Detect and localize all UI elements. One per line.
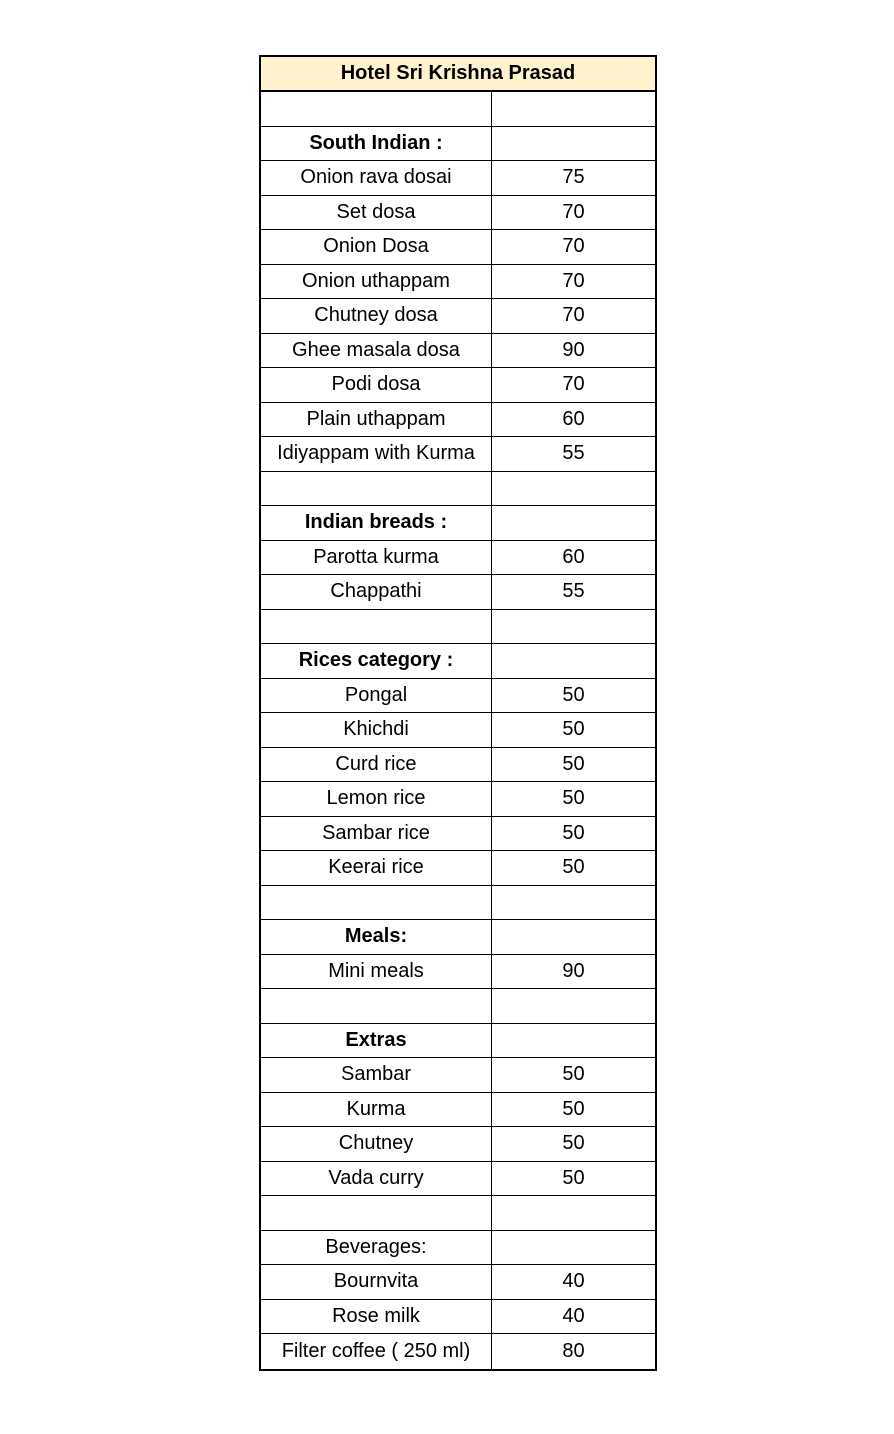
item-price: 70 — [562, 373, 585, 396]
item-name: Ghee masala dosa — [261, 334, 492, 368]
item-name: Mini meals — [261, 955, 492, 989]
menu-title: Hotel Sri Krishna Prasad — [261, 57, 655, 92]
item-name: Rose milk — [261, 1300, 492, 1334]
menu-item-row — [261, 713, 655, 748]
menu-item-row — [261, 265, 655, 300]
item-name: Keerai rice — [261, 851, 492, 885]
menu-item-row — [261, 541, 655, 576]
category-row — [261, 506, 655, 541]
item-price — [492, 920, 655, 954]
item-price: 40 — [562, 1304, 585, 1327]
menu-item-row — [261, 403, 655, 438]
item-price: 50 — [562, 1166, 585, 1189]
menu-item-row — [261, 1300, 655, 1335]
menu-table — [259, 55, 657, 1371]
item-name: Podi dosa — [261, 368, 492, 402]
item-price: 75 — [562, 166, 585, 189]
item-name — [261, 92, 492, 126]
item-name: Chappathi — [261, 575, 492, 609]
item-name: Pongal — [261, 679, 492, 713]
item-price — [492, 92, 655, 126]
item-name: Onion rava dosai — [261, 161, 492, 195]
menu-item-row — [261, 1334, 655, 1369]
category-row — [261, 1024, 655, 1059]
item-price — [492, 644, 655, 678]
item-name — [261, 1196, 492, 1230]
item-name: Chutney dosa — [261, 299, 492, 333]
item-price: 60 — [562, 545, 585, 568]
item-price: 55 — [562, 442, 585, 465]
menu-item-row — [261, 334, 655, 369]
category-row — [261, 127, 655, 162]
menu-item-row — [261, 1093, 655, 1128]
item-price: 50 — [562, 1063, 585, 1086]
menu-item-row — [261, 1058, 655, 1093]
item-price: 50 — [562, 683, 585, 706]
item-price: 70 — [562, 200, 585, 223]
menu-item-row — [261, 851, 655, 886]
item-name: Chutney — [261, 1127, 492, 1161]
item-name: Onion uthappam — [261, 265, 492, 299]
item-price: 50 — [562, 821, 585, 844]
blank-row — [261, 92, 655, 127]
item-price: 50 — [562, 718, 585, 741]
item-name: Onion Dosa — [261, 230, 492, 264]
item-name: Plain uthappam — [261, 403, 492, 437]
item-name: Sambar — [261, 1058, 492, 1092]
item-price: 40 — [562, 1270, 585, 1293]
item-price: 90 — [562, 338, 585, 361]
item-name: Parotta kurma — [261, 541, 492, 575]
item-price — [492, 610, 655, 644]
item-price: 60 — [562, 407, 585, 430]
menu-item-row — [261, 955, 655, 990]
item-price: 80 — [562, 1339, 585, 1362]
blank-row — [261, 886, 655, 921]
item-price: 70 — [562, 235, 585, 258]
item-price: 90 — [562, 959, 585, 982]
item-name: Filter coffee ( 250 ml) — [261, 1334, 492, 1369]
item-price — [492, 1024, 655, 1058]
menu-item-row — [261, 817, 655, 852]
blank-row — [261, 472, 655, 507]
item-name — [261, 610, 492, 644]
menu-rows — [261, 92, 655, 1369]
item-price — [492, 472, 655, 506]
category-row — [261, 644, 655, 679]
menu-item-row — [261, 437, 655, 472]
menu-item-row — [261, 1265, 655, 1300]
item-name: Khichdi — [261, 713, 492, 747]
menu-item-row — [261, 679, 655, 714]
menu-item-row — [261, 1127, 655, 1162]
menu-item-row — [261, 575, 655, 610]
blank-row — [261, 989, 655, 1024]
item-name — [261, 989, 492, 1023]
blank-row — [261, 1196, 655, 1231]
menu-item-row — [261, 1231, 655, 1266]
category-name: Meals: — [261, 920, 492, 954]
category-name: Indian breads : — [261, 506, 492, 540]
blank-row — [261, 610, 655, 645]
item-price: 50 — [562, 856, 585, 879]
item-price: 50 — [562, 752, 585, 775]
category-name: Extras — [261, 1024, 492, 1058]
item-name — [261, 472, 492, 506]
menu-item-row — [261, 368, 655, 403]
item-price — [492, 127, 655, 161]
item-price: 50 — [562, 1097, 585, 1120]
item-price: 70 — [562, 269, 585, 292]
menu-item-row — [261, 230, 655, 265]
menu-item-row — [261, 1162, 655, 1197]
item-name: Vada curry — [261, 1162, 492, 1196]
item-price — [492, 989, 655, 1023]
item-name: Sambar rice — [261, 817, 492, 851]
menu-item-row — [261, 161, 655, 196]
menu-item-row — [261, 299, 655, 334]
item-price — [492, 1231, 655, 1265]
item-name: Beverages: — [261, 1231, 492, 1265]
item-name: Curd rice — [261, 748, 492, 782]
menu-item-row — [261, 196, 655, 231]
item-name: Lemon rice — [261, 782, 492, 816]
item-price: 50 — [562, 787, 585, 810]
category-name: Rices category : — [261, 644, 492, 678]
item-price — [492, 1196, 655, 1230]
menu-item-row — [261, 782, 655, 817]
item-name: Bournvita — [261, 1265, 492, 1299]
item-price: 70 — [562, 304, 585, 327]
item-name: Idiyappam with Kurma — [261, 437, 492, 471]
item-name: Set dosa — [261, 196, 492, 230]
item-price — [492, 506, 655, 540]
item-name: Kurma — [261, 1093, 492, 1127]
category-name: South Indian : — [261, 127, 492, 161]
menu-item-row — [261, 748, 655, 783]
item-name — [261, 886, 492, 920]
category-row — [261, 920, 655, 955]
item-price: 50 — [562, 1132, 585, 1155]
item-price: 55 — [562, 580, 585, 603]
item-price — [492, 886, 655, 920]
